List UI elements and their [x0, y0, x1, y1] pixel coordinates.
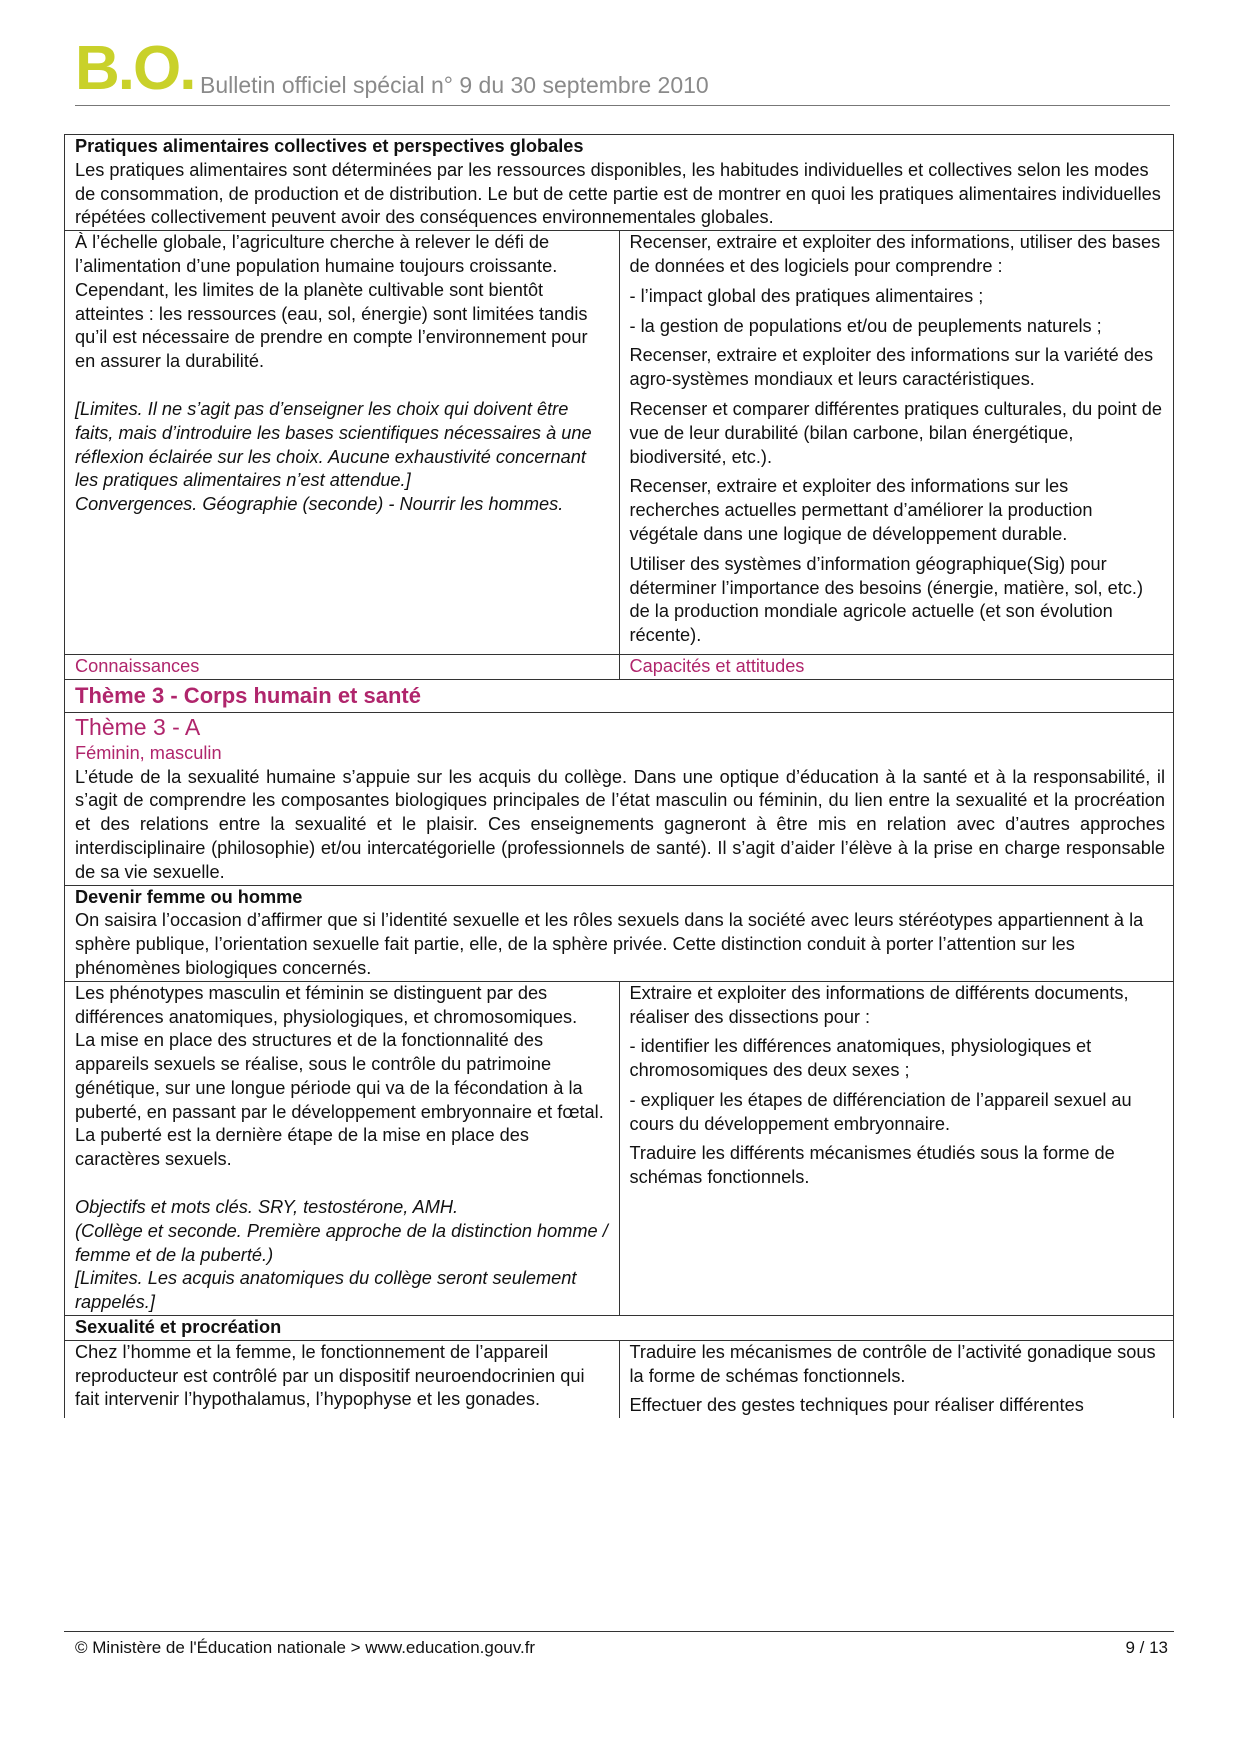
devenir-content-row — [65, 981, 1174, 1315]
section1-content-row — [65, 231, 1174, 655]
page-header — [75, 34, 1170, 108]
capacity-item: Extraire et exploiter des informations de différents documents, réaliser des dissections pour : — [629, 982, 1129, 1027]
column-header-capacities: Capacités et attitudes — [619, 654, 1174, 679]
capacity-item: Utiliser des systèmes d’information géographique(Sig) pour déterminer l’importance des besoins (énergie, matière, sol, etc.) de la production mondiale agricole actuelle (et son évolution récente). — [629, 553, 1144, 646]
theme3-subtitle: Thème 3 - A — [75, 713, 201, 740]
capacity-item: - l’impact global des pratiques alimentaires ; — [629, 285, 984, 306]
header-divider — [75, 105, 1170, 106]
theme3-title-cell — [65, 679, 1174, 712]
capacity-item: Traduire les mécanismes de contrôle de l’activité gonadique sous la forme de schémas fonctionnels. — [629, 1341, 1156, 1386]
devenir-left-p3: La puberté est la dernière étape de la mise en place des caractères sexuels. — [75, 1125, 529, 1170]
spacer — [75, 1172, 609, 1196]
capacity-item: - la gestion de populations et/ou de peuplements naturels ; — [629, 315, 1102, 336]
devenir-knowledge-cell — [65, 981, 620, 1315]
sexualite-title-row — [65, 1316, 1174, 1341]
sexualite-knowledge-cell — [65, 1340, 620, 1418]
devenir-intro: On saisira l’occasion d’affirmer que si l’identité sexuelle et les rôles sexuels dans la société avec leurs stéréotypes appartiennent à la sphère publique, l’orientation sexuelle fait partie, elle, de la sphère privée. Cette distinction conduit à porter l’attention sur les phénomènes biologiques concernés. — [75, 910, 1144, 978]
column-header-knowledge: Connaissances — [65, 654, 620, 679]
sexualite-content-row — [65, 1340, 1174, 1418]
capacity-item: Recenser, extraire et exploiter des informations sur les recherches actuelles permettant d’améliorer la production végétale dans une logique de développement durable. — [629, 476, 1093, 544]
sexualite-title-cell — [65, 1316, 1174, 1341]
capacity-item: Recenser, extraire et exploiter des informations sur la variété des agro-systèmes mondiaux et leurs caractéristiques. — [629, 345, 1154, 390]
footer-copyright: © Ministère de l'Éducation nationale > www.education.gouv.fr — [75, 1638, 536, 1657]
devenir-intro-cell — [65, 885, 1174, 981]
capacity-item: - expliquer les étapes de différenciation de l’appareil sexuel au cours du développement embryonnaire. — [629, 1089, 1132, 1134]
bulletin-title: Bulletin officiel spécial n° 9 du 30 septembre 2010 — [200, 72, 709, 98]
devenir-objectives: Objectifs et mots clés. SRY, testostérone, AMH. — [75, 1197, 459, 1218]
devenir-left-p1: Les phénotypes masculin et féminin se distinguent par des différences anatomiques, physiologiques, et chromosomiques. — [75, 982, 578, 1027]
devenir-title: Devenir femme ou homme — [75, 886, 303, 907]
column-header-row — [65, 654, 1174, 679]
section1-limits: [Limites. Il ne s’agit pas d’enseigner les choix qui doivent être faits, mais d’introduire les bases scientifiques nécessaires à une réflexion éclairée sur les choix. Aucune exhaustivité concernant les pratiques alimentaires n’est attendue.] — [75, 398, 592, 491]
section1-intro: Les pratiques alimentaires sont déterminées par les ressources disponibles, les habitudes individuelles et collectives selon les modes de consommation, de production et de distribution. Le but de cette partie est de montrer en quoi les pratiques alimentaires individuelles répétées collectivement peuvent avoir des conséquences environnementales globales. — [75, 159, 1161, 228]
program-table — [64, 134, 1174, 1418]
devenir-intro-row — [65, 885, 1174, 981]
section1-knowledge-cell — [65, 231, 620, 655]
theme3-intro-row — [65, 712, 1174, 885]
theme3-sub-label: Féminin, masculin — [75, 742, 222, 763]
theme3-title-row — [65, 679, 1174, 712]
footer-divider — [64, 1631, 1174, 1632]
capacity-item: - identifier les différences anatomiques, physiologiques et chromosomiques des deux sexes ; — [629, 1036, 1092, 1081]
section1-intro-cell — [65, 135, 1174, 231]
devenir-college-note: (Collège et seconde. Première approche de la distinction homme / femme et de la puberté.) — [75, 1220, 608, 1265]
bo-logo: B.O. — [75, 34, 195, 103]
devenir-capacities-cell — [619, 981, 1174, 1315]
section1-capacities-cell — [619, 231, 1174, 655]
capacity-item: Recenser et comparer différentes pratiques culturales, du point de vue de leur durabilité (bilan carbone, bilan énergétique, biodiversité, etc.). — [629, 398, 1162, 467]
section1-convergences: Convergences. Géographie (seconde) - Nourrir les hommes. — [75, 494, 564, 515]
spacer — [75, 374, 609, 398]
section1-title: Pratiques alimentaires collectives et perspectives globales — [75, 136, 584, 156]
theme3-intro-cell — [65, 712, 1174, 885]
theme3-title: Thème 3 - Corps humain et santé — [75, 682, 421, 708]
sexualite-left: Chez l’homme et la femme, le fonctionnement de l’appareil reproducteur est contrôlé par un dispositif neuroendocrinien qui fait intervenir l’hypothalamus, l’hypophyse et les gonades. — [75, 1341, 585, 1410]
sexualite-capacities-cell — [619, 1340, 1174, 1418]
capacity-item: Effectuer des gestes techniques pour réaliser différentes — [629, 1395, 1084, 1416]
devenir-left-p2: La mise en place des structures et de la fonctionnalité des appareils sexuels se réalise, sous le contrôle du patrimoine génétique, sur une longue période qui va de la fécondation à la puberté, en passant par le développement embryonnaire et fœtal. — [75, 1030, 604, 1122]
devenir-limits: [Limites. Les acquis anatomiques du collège seront seulement rappelés.] — [75, 1268, 577, 1313]
page-number: 9 / 13 — [1125, 1638, 1168, 1657]
sexualite-title: Sexualité et procréation — [75, 1317, 282, 1338]
section1-intro-row — [65, 135, 1174, 231]
section1-left-paragraph: À l’échelle globale, l’agriculture cherche à relever le défi de l’alimentation d’une population humaine toujours croissante. Cependant, les limites de la planète cultivable sont bientôt atteintes : les ressources (eau, sol, énergie) sont limitées tandis qu’il est nécessaire de prendre en compte l’environnement pour en assurer la durabilité. — [75, 232, 588, 372]
theme3-intro: L’étude de la sexualité humaine s’appuie sur les acquis du collège. Dans une optique d’éducation à la santé et à la responsabilité, il s’agit de comprendre les composantes biologiques principales de l’état masculin ou féminin, du lien entre la sexualité et la procréation et des relations entre la sexualité et le plaisir. Ces enseignements gagneront à être mis en relation avec d’autres approches interdisciplinaire (philosophie) et/ou intercatégorielle (professionnels de santé). Il s’agit d’aider l’élève à la prise en charge responsable de sa vie sexuelle. — [75, 766, 1165, 882]
capacity-item: Recenser, extraire et exploiter des informations, utiliser des bases de données et des logiciels pour comprendre : — [629, 232, 1161, 276]
capacity-item: Traduire les différents mécanismes étudiés sous la forme de schémas fonctionnels. — [629, 1143, 1115, 1188]
